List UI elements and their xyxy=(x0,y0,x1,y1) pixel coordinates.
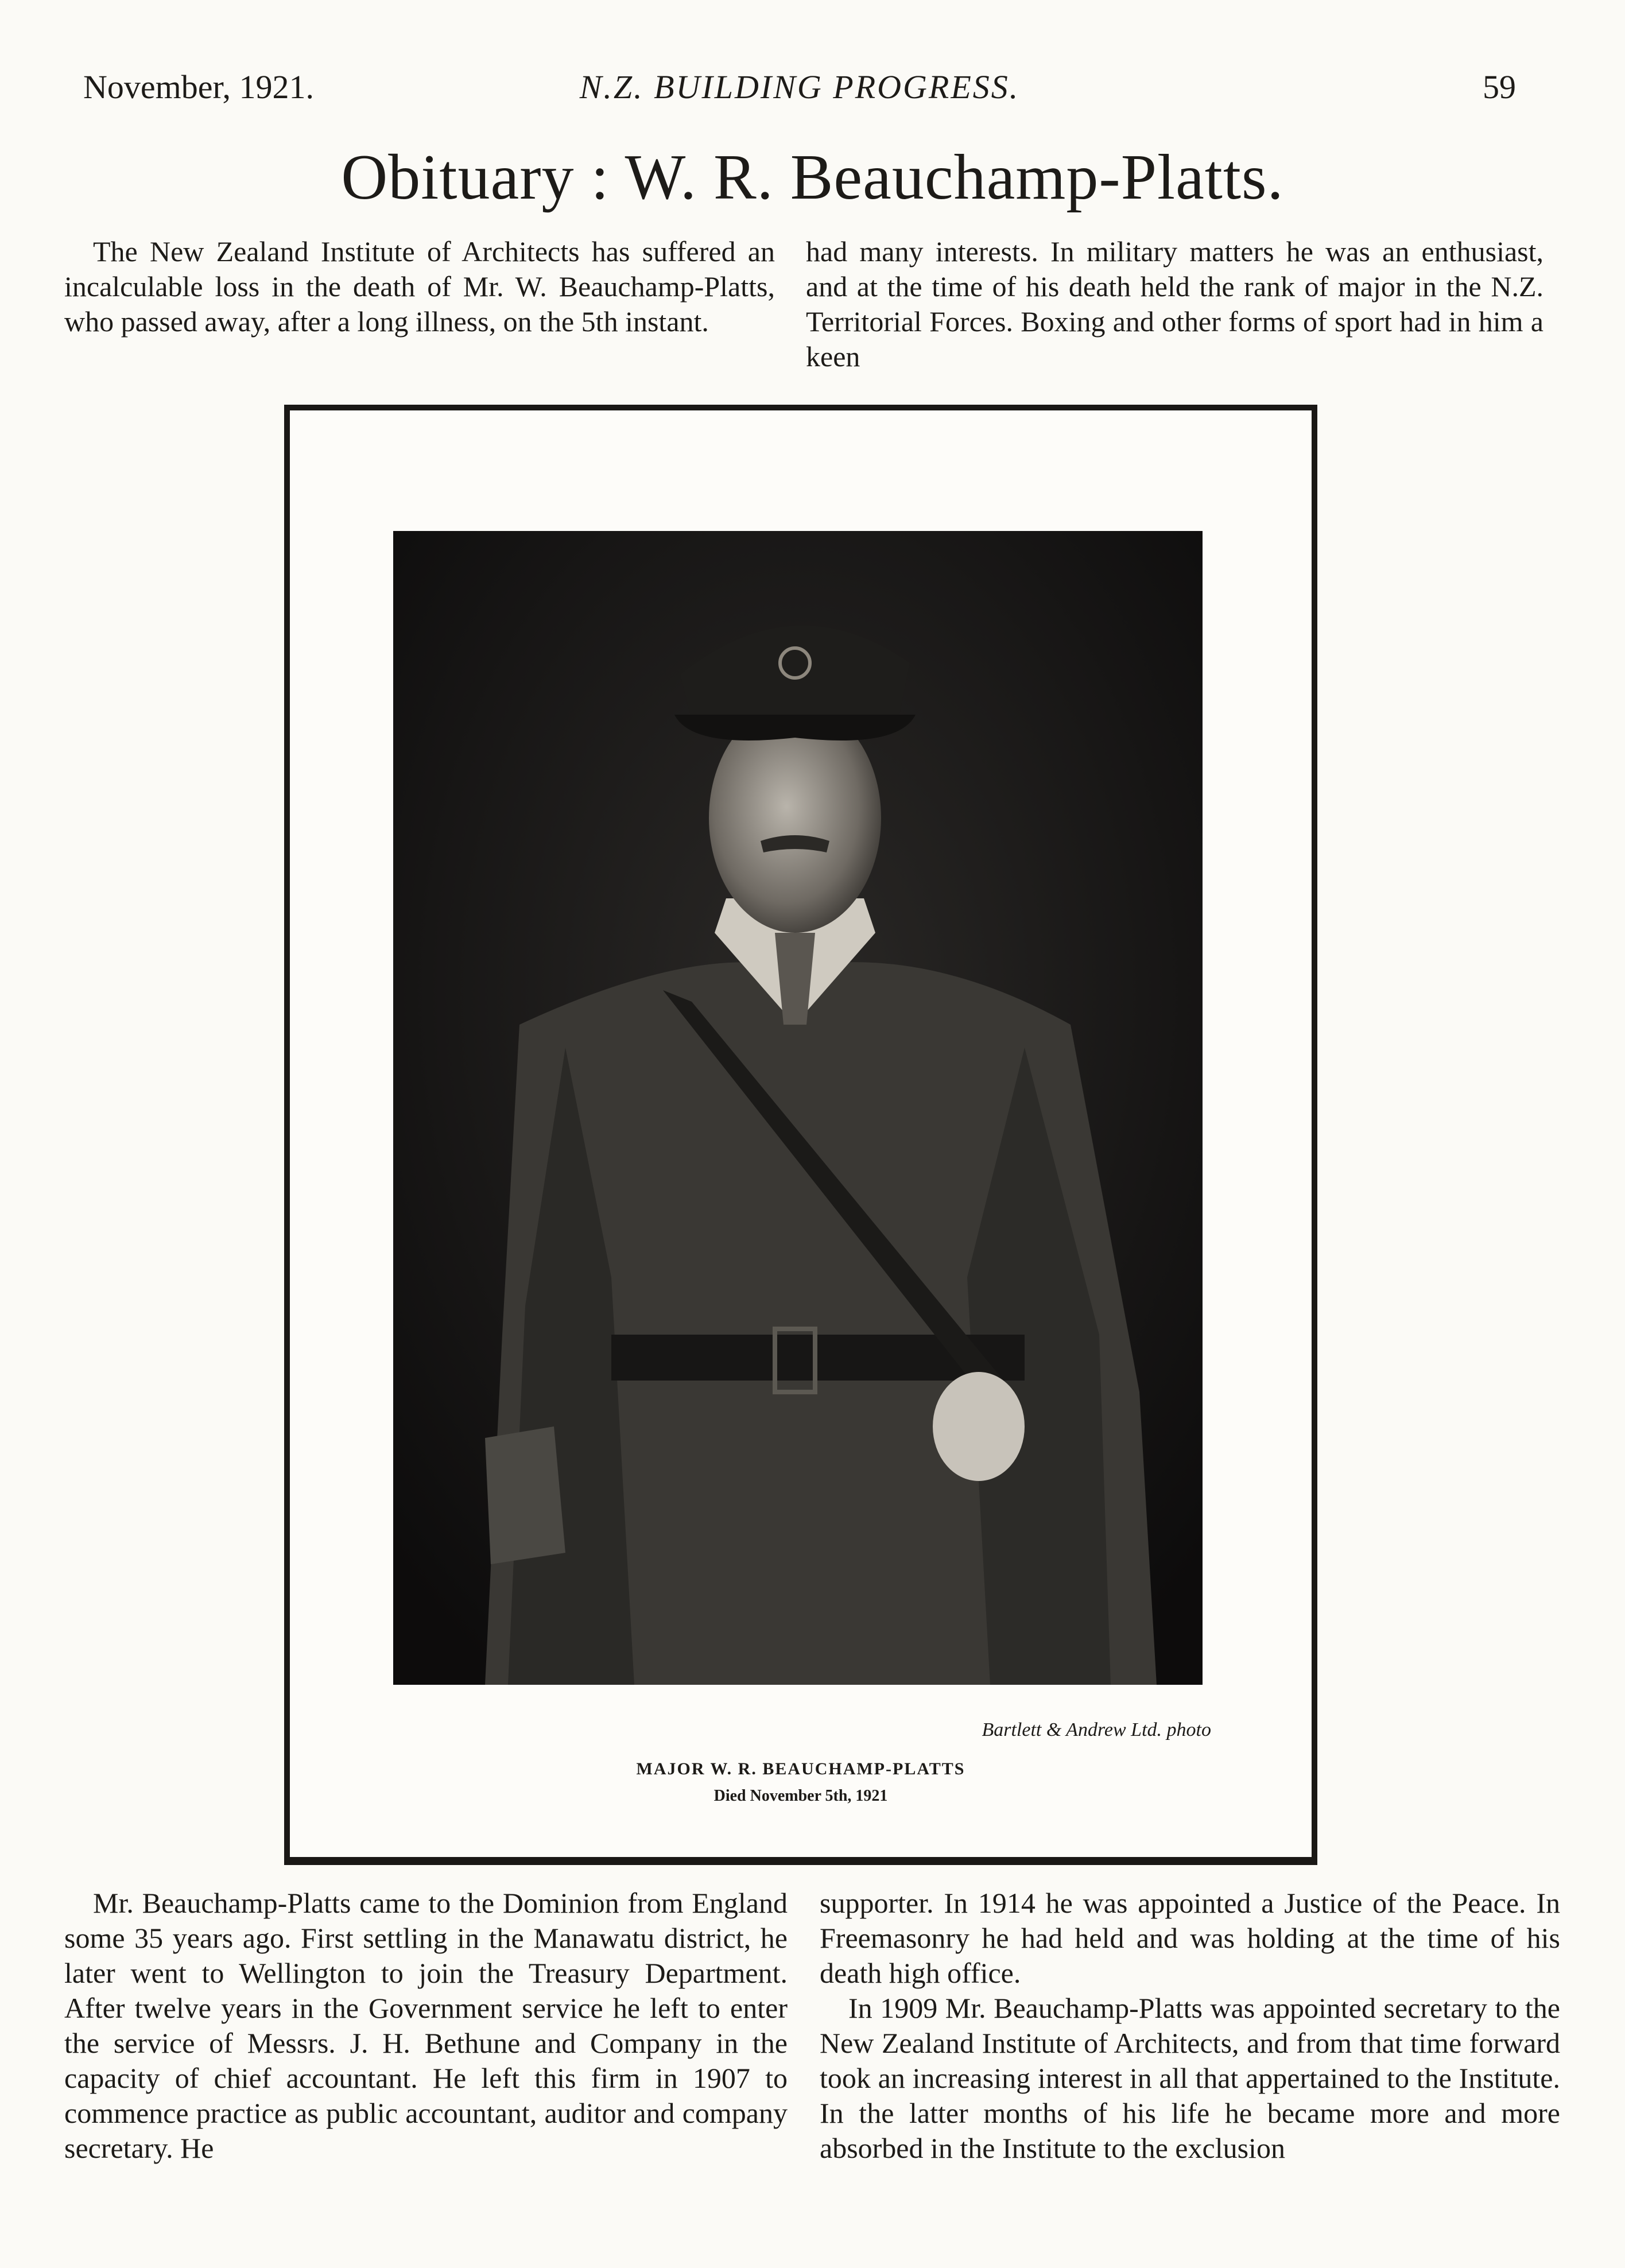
article-title: Obituary : W. R. Beauchamp-Platts. xyxy=(341,142,1284,213)
portrait-image xyxy=(393,531,1203,1685)
paragraph-career: Mr. Beauchamp-Platts came to the Dominion from England some 35 years ago. First settling in the Manawatu district, he later went to Wellington to join the Treasury Department. After twelve years in the Government service he left to enter the service of Messrs. J. H. Bethune and Company in the capacity of chief accountant. He left this firm in 1907 to commence practice as public accountant, auditor and company secretary. He xyxy=(64,1887,788,2164)
page-header xyxy=(83,68,1516,119)
portrait-photo xyxy=(393,531,1203,1685)
paragraph-honours: supporter. In 1914 he was appointed a Justice of the Peace. In Freemasonry he had held and was holding at the time of his death high office. xyxy=(820,1887,1560,1989)
figure-subcaption: Died November 5th, 1921 xyxy=(713,1787,888,1805)
issue-date: November, 1921. xyxy=(83,68,314,106)
journal-name: N.Z. BUILDING PROGRESS. xyxy=(579,68,1020,106)
portrait-frame xyxy=(284,405,1317,1865)
column-bottom-left xyxy=(64,1886,788,2166)
column-top-left xyxy=(64,234,775,339)
paragraph-institute: In 1909 Mr. Beauchamp-Platts was appointed secretary to the New Zealand Institute of Architects, and from that time forward took an increasing interest in all that appertained to the Institute. In the latter months of his life he became more and more absorbed in the Institute to the exclusion xyxy=(820,1992,1560,2164)
figure-caption: MAJOR W. R. BEAUCHAMP-PLATTS xyxy=(636,1759,965,1778)
page-number: 59 xyxy=(1483,68,1516,106)
paragraph-interests: had many interests. In military matters he was an enthusiast, and at the time of his death held the rank of major in the N.Z. Territorial Forces. Boxing and other forms of sport had in him a keen xyxy=(806,235,1543,373)
column-bottom-right xyxy=(820,1886,1560,2166)
column-top-right xyxy=(806,234,1543,374)
paragraph-intro: The New Zealand Institute of Architects has suffered an incalculable loss in the death of Mr. W. Beauchamp-Platts, who passed away, after a long illness, on the 5th instant. xyxy=(64,235,775,338)
photo-credit: Bartlett & Andrew Ltd. photo xyxy=(982,1719,1211,1740)
